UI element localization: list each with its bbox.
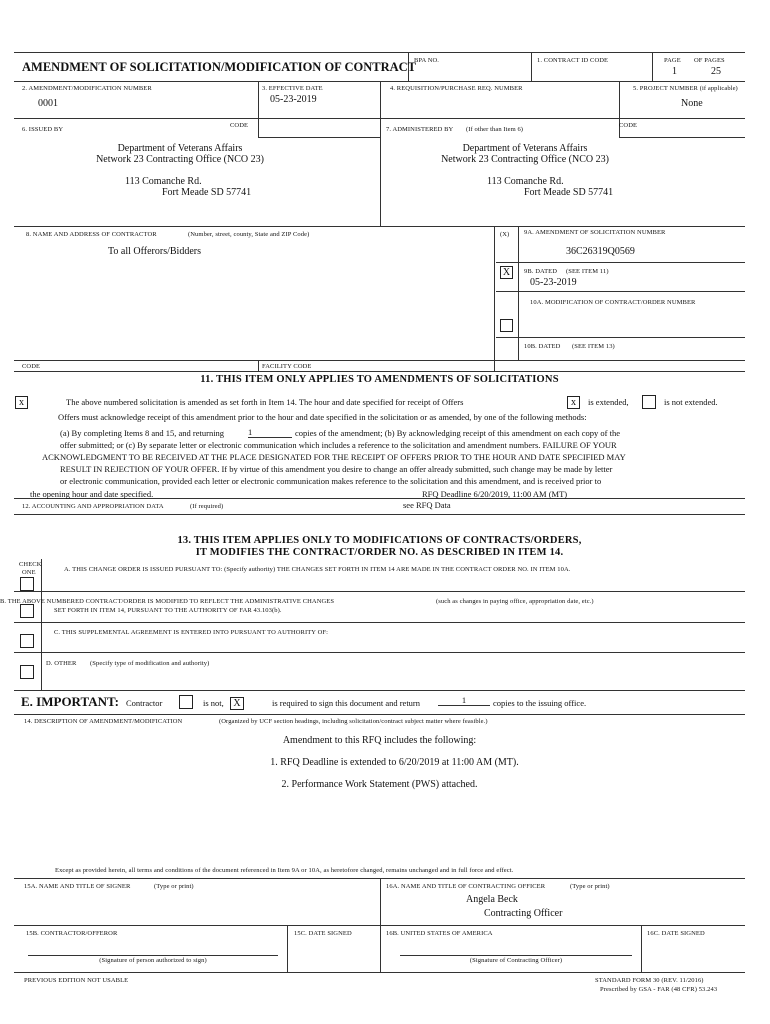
item16a-note: (Type or print) <box>570 883 610 890</box>
rule <box>258 137 380 138</box>
important-label: E. IMPORTANT: <box>21 694 120 709</box>
contractor-label: 8. NAME AND ADDRESS OF CONTRACTOR <box>26 231 157 238</box>
item14-note: (Organized by UCF section headings, including solicitation/contract subject matter where feasible.) <box>219 718 488 725</box>
extended-label: is extended, <box>588 397 629 407</box>
issued-line4: Fort Meade SD 57741 <box>162 187 252 198</box>
rule <box>380 878 381 972</box>
important-copies: 1 <box>438 695 490 706</box>
item14-label: 14. DESCRIPTION OF AMENDMENT/MODIFICATION <box>24 718 183 725</box>
not-extended-label: is not extended. <box>664 397 718 407</box>
rule <box>496 262 745 263</box>
sig15-note: (Signature of person authorized to sign) <box>99 957 207 964</box>
item16a-label: 16A. NAME AND TITLE OF CONTRACTING OFFICER <box>386 883 546 890</box>
item14-intro: Amendment to this RFQ includes the following: <box>282 735 477 746</box>
contractor-note: (Number, street, county, State and ZIP Code) <box>188 231 310 238</box>
administered-code-label: CODE <box>619 122 638 129</box>
option-b-checkbox[interactable] <box>20 604 34 618</box>
standard-form: STANDARD FORM 30 (REV. 11/2016) <box>595 977 704 984</box>
item15a-note: (Type or print) <box>154 883 194 890</box>
rule <box>258 360 259 371</box>
issued-line1: Department of Veterans Affairs <box>117 143 243 154</box>
rule <box>641 925 642 972</box>
item10b-note: (SEE ITEM 13) <box>572 343 615 350</box>
important-contractor: Contractor <box>126 698 163 708</box>
item9a-label: 9A. AMENDMENT OF SOLICITATION NUMBER <box>524 229 666 236</box>
item11-line8: the opening hour and date specified. <box>30 489 154 499</box>
item10a-checkbox[interactable] <box>500 319 513 332</box>
item16c-label: 16C. DATE SIGNED <box>647 930 705 937</box>
signature-line-16[interactable] <box>400 955 632 956</box>
code-label: CODE <box>22 363 41 370</box>
option-c-text: C. THIS SUPPLEMENTAL AGREEMENT IS ENTERED INTO PURSUANT TO AUTHORITY OF: <box>54 629 328 636</box>
administered-label: 7. ADMINISTERED BY <box>386 126 454 133</box>
prescribed-by: Prescribed by GSA - FAR (48 CFR) 53.243 <box>600 986 718 993</box>
item9b-value: 05-23-2019 <box>530 277 577 288</box>
item9b-label: 9B. DATED <box>524 268 558 275</box>
option-b-text2: SET FORTH IN ITEM 14, PURSUANT TO THE AUTHORITY OF FAR 43.103(b). <box>54 607 282 614</box>
rule <box>14 714 745 715</box>
previous-edition: PREVIOUS EDITION NOT USABLE <box>24 977 129 984</box>
item11-line3b: copies of the amendment; (b) By acknowledging receipt of this amendment on each copy of the <box>295 428 621 438</box>
administered-line2: Network 23 Contracting Office (NCO 23) <box>441 154 609 165</box>
sig16-note: (Signature of Contracting Officer) <box>469 957 563 964</box>
rule <box>14 514 745 515</box>
contract-id-label: 1. CONTRACT ID CODE <box>537 57 609 64</box>
extended-checkbox[interactable]: x <box>567 396 580 409</box>
amendment-value: 0001 <box>38 98 58 109</box>
item11-line1: The above numbered solicitation is amended as set forth in Item 14. The hour and date specified for receipt of Offers <box>66 397 464 407</box>
item11-line5: ACKNOWLEDGMENT TO BE RECEIVED AT THE PLACE DESIGNATED FOR THE RECEIPT OF OFFERS PRIOR TO THE HOUR AND DATE SPECIFIED MAY <box>42 452 626 462</box>
rfq-deadline: RFQ Deadline 6/20/2019, 11:00 AM (MT) <box>422 489 568 499</box>
item13-heading1: 13. THIS ITEM APPLIES ONLY TO MODIFICATIONS OF CONTRACTS/ORDERS, <box>177 535 582 546</box>
rule <box>14 622 745 623</box>
rule <box>14 972 745 973</box>
item11-line6: RESULT IN REJECTION OF YOUR OFFER. If by virtue of this amendment you desire to change an offer already submitted, such change may be made by letter <box>60 464 613 474</box>
item15b-label: 15B. CONTRACTOR/OFFEROR <box>26 930 118 937</box>
item12-note: (If required) <box>190 503 224 510</box>
item10a-label: 10A. MODIFICATION OF CONTRACT/ORDER NUMBER <box>530 299 696 306</box>
option-b-text: B. THE ABOVE NUMBERED CONTRACT/ORDER IS MODIFIED TO REFLECT THE ADMINISTRATIVE CHANGES <box>0 598 335 605</box>
is-checkbox[interactable] <box>179 695 193 709</box>
copies-value: 1 <box>248 427 292 438</box>
rule <box>518 226 519 360</box>
option-d-note: (Specify type of modification and authority) <box>90 660 210 667</box>
administered-line3: 113 Comanche Rd. <box>487 176 564 187</box>
issued-by-label: 6. ISSUED BY <box>22 126 64 133</box>
item11-line4: offer submitted; or (c) By separate letter or electronic communication which includes a reference to the solicitation and amendment numbers. FAILURE OF YOUR <box>60 440 617 450</box>
item11-line2: Offers must acknowledge receipt of this amendment prior to the hour and date specified in the solicitation or as amended, by one of the following methods: <box>58 412 587 422</box>
rule <box>14 690 745 691</box>
issued-line3: 113 Comanche Rd. <box>125 176 202 187</box>
item15a-label: 15A. NAME AND TITLE OF SIGNER <box>24 883 131 890</box>
administered-note: (If other than Item 6) <box>466 126 524 133</box>
except-text: Except as provided herein, all terms and conditions of the document referenced in Item 9A or 10A, as heretofore changed, remains unchanged and in full force and effect. <box>55 867 514 874</box>
pages-value: 25 <box>711 66 721 77</box>
page-label: PAGE <box>664 57 681 64</box>
issued-code-label: CODE <box>230 122 249 129</box>
administered-line4: Fort Meade SD 57741 <box>524 187 614 198</box>
issued-line2: Network 23 Contracting Office (NCO 23) <box>96 154 264 165</box>
rule <box>496 291 745 292</box>
administered-line1: Department of Veterans Affairs <box>462 143 588 154</box>
bpa-label: BPA NO. <box>414 57 440 64</box>
not-extended-checkbox[interactable] <box>642 395 656 409</box>
rule <box>14 371 745 372</box>
item13-heading2: IT MODIFIES THE CONTRACT/ORDER NO. AS DESCRIBED IN ITEM 14. <box>195 547 564 558</box>
item14-point2: 2. Performance Work Statement (PWS) attached. <box>281 779 478 790</box>
rule <box>619 137 745 138</box>
item11-line3a: (a) By completing Items 8 and 15, and returning <box>60 428 225 438</box>
rule <box>258 81 259 137</box>
rule <box>41 559 42 690</box>
signature-line-15[interactable] <box>28 955 278 956</box>
is-not-checkbox[interactable]: X <box>230 697 244 710</box>
rule <box>496 337 745 338</box>
requisition-label: 4. REQUISITION/PURCHASE REQ. NUMBER <box>390 85 523 92</box>
officer-name: Angela Beck <box>466 894 518 905</box>
item9b-note: (SEE ITEM 11) <box>566 268 609 275</box>
facility-code-label: FACILITY CODE <box>262 363 312 370</box>
effective-date-value: 05-23-2019 <box>270 94 317 105</box>
item11-checkbox[interactable]: x <box>15 396 28 409</box>
option-d-checkbox[interactable] <box>20 665 34 679</box>
item11-line7: or electronic communication, provided each letter or electronic communication makes reference to the solicitation and this amendment, and is received prior to <box>60 476 602 486</box>
form-title: AMENDMENT OF SOLICITATION/MODIFICATION OF CONTRACT <box>22 60 417 74</box>
of-pages-label: OF PAGES <box>694 57 725 64</box>
rule <box>287 925 288 972</box>
item16b-label: 16B. UNITED STATES OF AMERICA <box>386 930 493 937</box>
rule <box>652 52 653 81</box>
important-copies-suffix: copies to the issuing office. <box>493 698 587 708</box>
rule <box>380 81 381 226</box>
officer-title: Contracting Officer <box>484 908 563 919</box>
rule <box>14 652 745 653</box>
option-a-text: A. THIS CHANGE ORDER IS ISSUED PURSUANT TO: (Specify authority) THE CHANGES SET FORTH IN ITEM 14 ARE MADE IN THE CONTRACT ORDER NO. IN ITEM 10A. <box>64 566 571 573</box>
check-one-label: ONE <box>22 569 36 576</box>
rule <box>14 52 745 53</box>
important-is-not: is not, <box>203 698 224 708</box>
contractor-value: To all Offerors/Bidders <box>108 246 201 257</box>
x-column-label: (X) <box>500 231 510 238</box>
option-b-note: (such as changes in paying office, appropriation date, etc.) <box>436 598 594 605</box>
important-required-text: is required to sign this document and return <box>272 698 421 708</box>
rule <box>14 360 745 361</box>
item12-label: 12. ACCOUNTING AND APPROPRIATION DATA <box>22 503 164 510</box>
rule <box>531 52 532 81</box>
item15c-label: 15C. DATE SIGNED <box>294 930 352 937</box>
page-value: 1 <box>672 66 677 77</box>
option-d-text: D. OTHER <box>46 660 77 667</box>
amendment-label: 2. AMENDMENT/MODIFICATION NUMBER <box>22 85 152 92</box>
item12-value: see RFQ Data <box>403 500 451 510</box>
item9a-checkbox[interactable]: X <box>500 266 513 279</box>
rule <box>14 591 745 592</box>
effective-date-label: 3. EFFECTIVE DATE <box>262 85 323 92</box>
item10b-label: 10B. DATED <box>524 343 561 350</box>
option-a-checkbox[interactable] <box>20 577 34 591</box>
project-value: None <box>681 98 703 109</box>
check-one-label: CHECK <box>19 561 42 568</box>
option-c-checkbox[interactable] <box>20 634 34 648</box>
item9a-value: 36C26319Q0569 <box>566 246 635 257</box>
rule <box>494 226 495 371</box>
rule <box>14 226 745 227</box>
item11-heading: 11. THIS ITEM ONLY APPLIES TO AMENDMENTS OF SOLICITATIONS <box>200 374 559 385</box>
project-label: 5. PROJECT NUMBER (if applicable) <box>633 85 738 92</box>
item14-point1: 1. RFQ Deadline is extended to 6/20/2019 at 11:00 AM (MT). <box>270 757 519 768</box>
